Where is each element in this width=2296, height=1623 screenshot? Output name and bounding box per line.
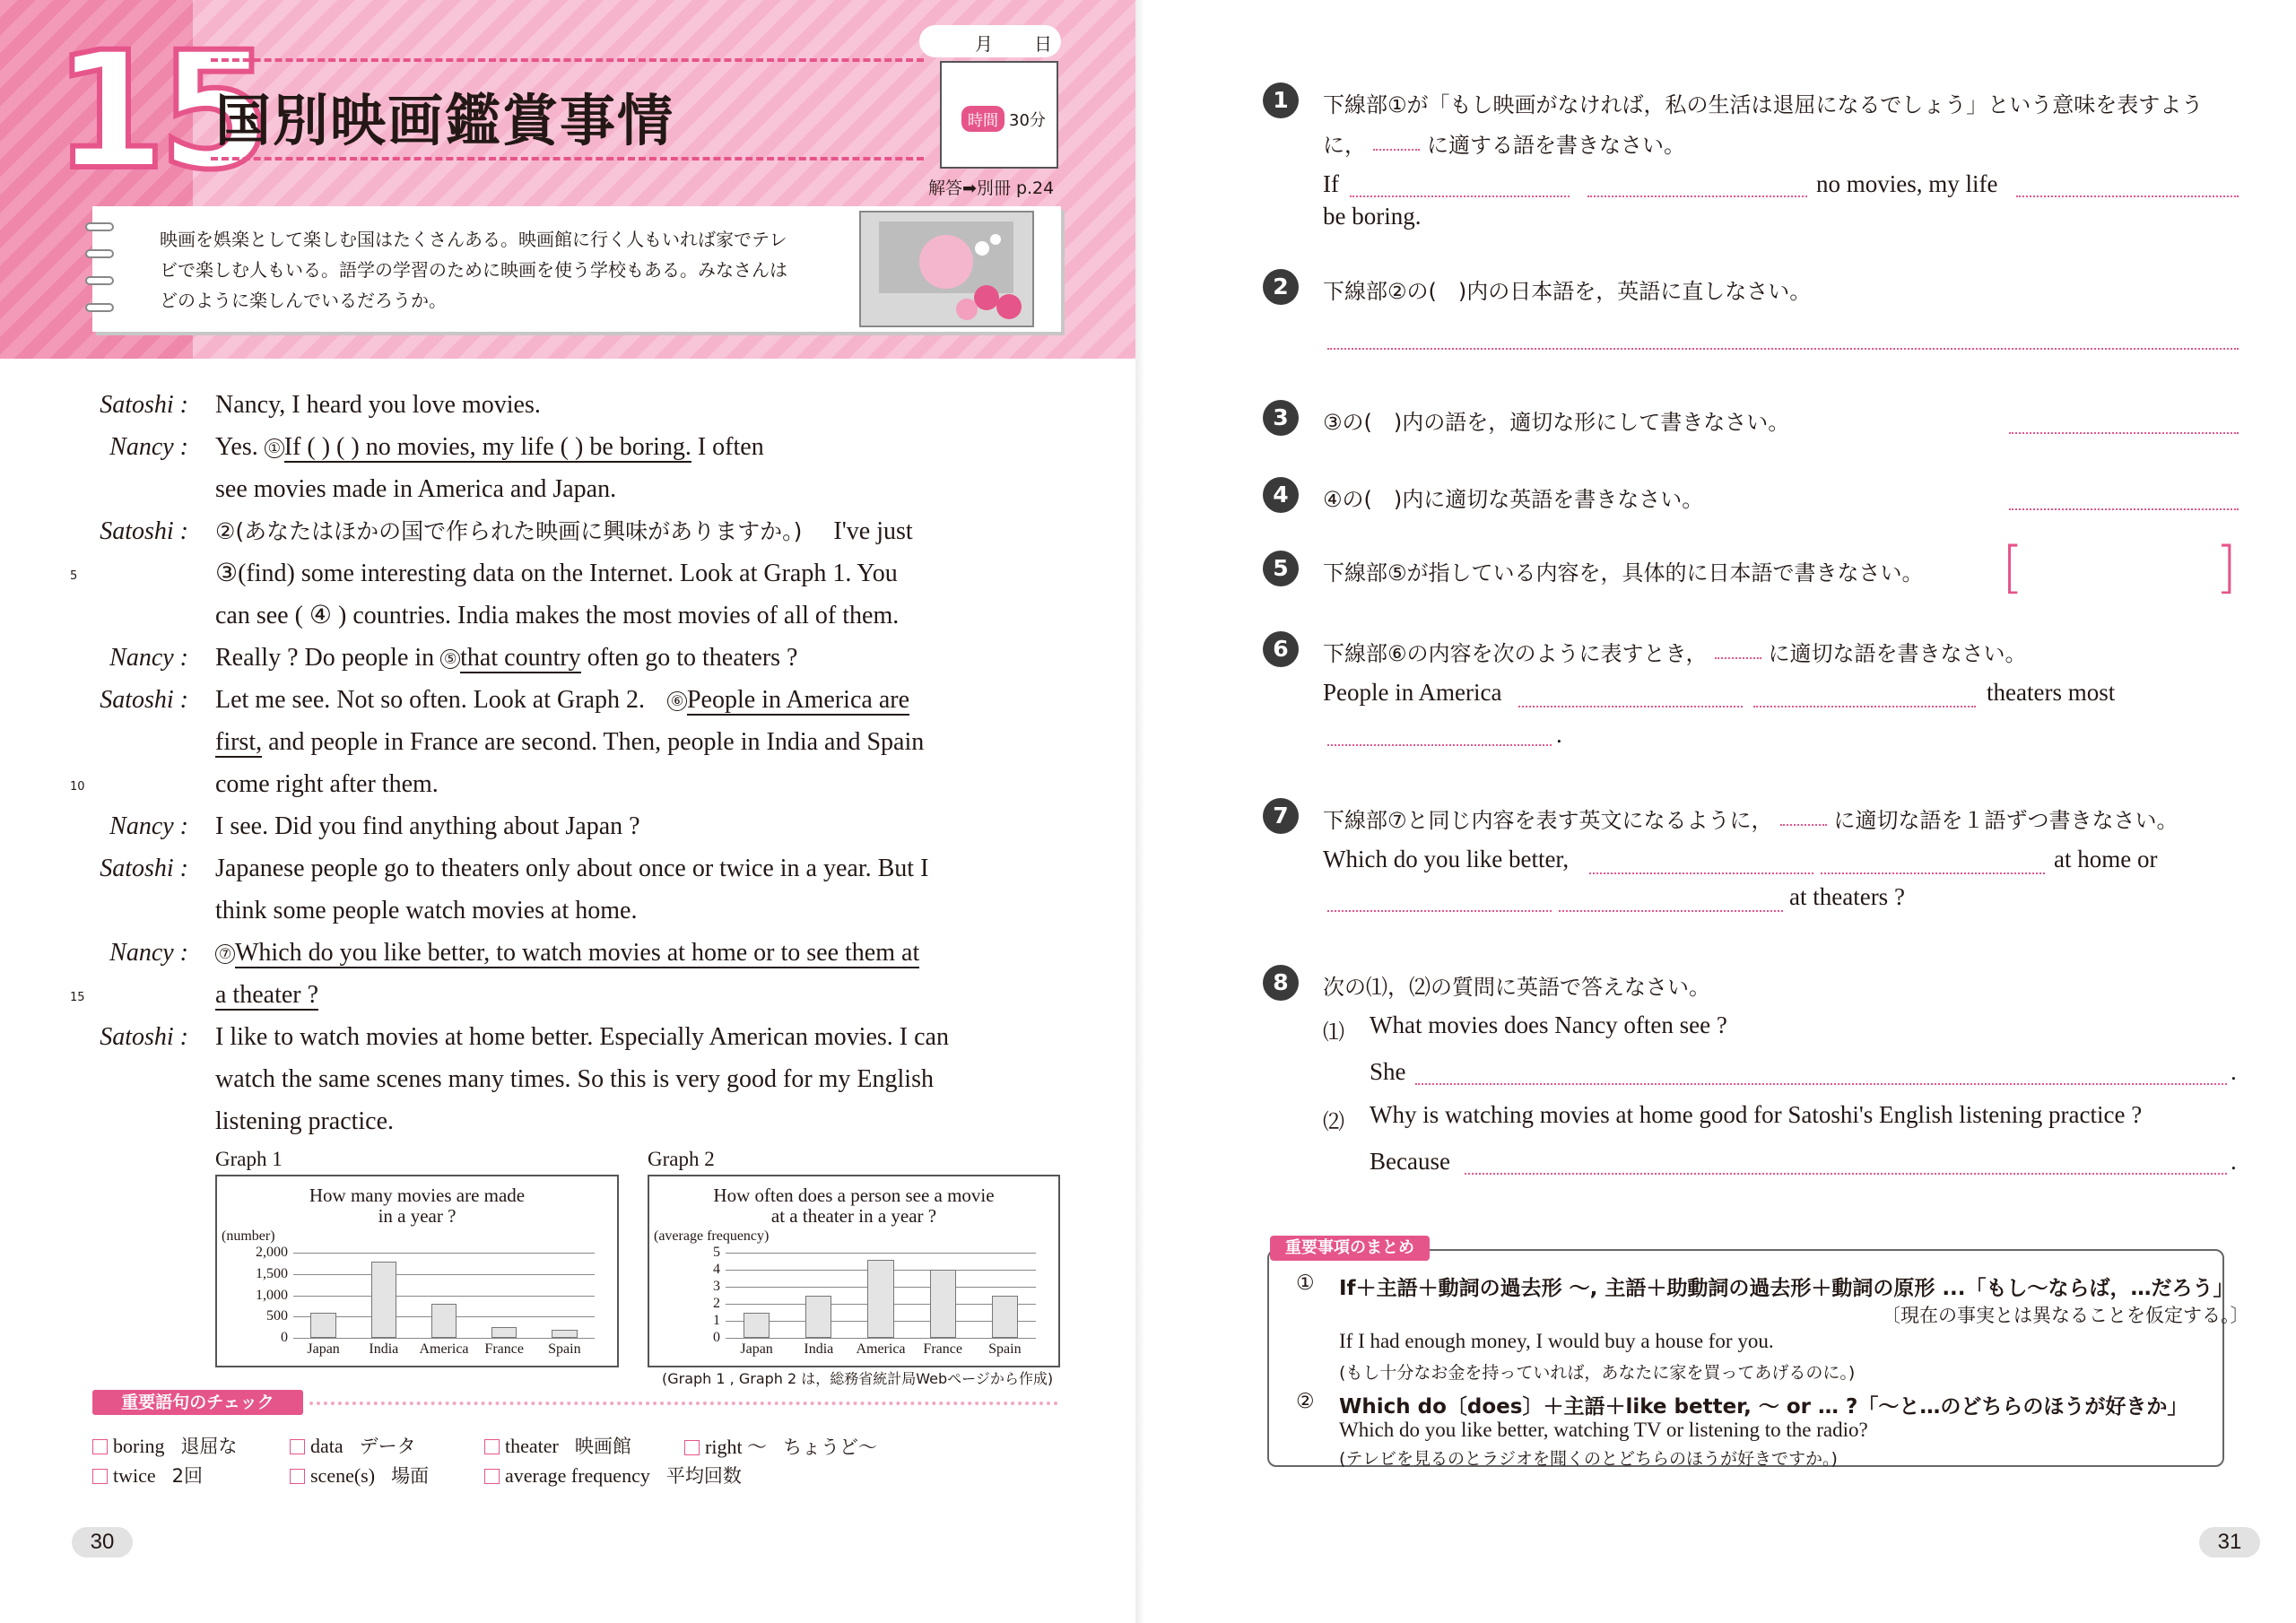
answer-blank[interactable] bbox=[2009, 432, 2239, 434]
graph2 bbox=[648, 1175, 1060, 1367]
summary-point-2-number: ② bbox=[1296, 1390, 1315, 1413]
graph1-gridline bbox=[293, 1296, 595, 1297]
speaker-nancy: Nancy : bbox=[109, 812, 188, 840]
graph1-bar-america bbox=[431, 1304, 457, 1338]
speaker-nancy: Nancy : bbox=[109, 433, 188, 461]
answer-period: . bbox=[2231, 1058, 2237, 1085]
marker-7: ⑦ bbox=[215, 944, 235, 964]
graph1-category-label: India bbox=[369, 1341, 399, 1357]
japanese-prompt-2: ②(あなたはほかの国で作られた映画に興味がありますか。) bbox=[215, 518, 803, 544]
dialogue-line: I see. Did you find anything about Japan ? bbox=[215, 812, 640, 840]
graph2-category-label: America bbox=[856, 1341, 906, 1357]
vocab-item: boring 退屈な bbox=[92, 1432, 237, 1459]
graph2-ytick-label: 2 bbox=[713, 1296, 720, 1311]
graph2-ytick-label: 0 bbox=[713, 1330, 720, 1345]
lesson-number: 15 bbox=[54, 18, 265, 205]
vocab-item: right ～ ちょうど～ bbox=[684, 1432, 877, 1460]
date-month: 月 bbox=[975, 33, 993, 55]
question-1-text-cont: に， に適する語を書きなさい。 bbox=[1323, 133, 1685, 158]
dialogue-text: I've just bbox=[833, 517, 913, 545]
vocab-item: twice 2回 bbox=[92, 1462, 203, 1488]
dialogue-line bbox=[215, 932, 919, 974]
answer-blank[interactable] bbox=[1559, 910, 1783, 912]
question-number-8: 8 bbox=[1263, 965, 1299, 1001]
graph1-title-line2: in a year ? bbox=[378, 1205, 457, 1227]
answer-text: no movies, my life bbox=[1816, 170, 1998, 197]
page-number-left: 30 bbox=[72, 1527, 133, 1558]
speaker-satoshi: Satoshi : bbox=[100, 1023, 188, 1051]
question-5-text: 下線部⑤が指している内容を，具体的に日本語で書きなさい。 bbox=[1323, 560, 1924, 586]
binder-ring bbox=[85, 222, 114, 231]
dialogue-line bbox=[215, 426, 764, 468]
movie-viewers-illustration bbox=[859, 211, 1034, 327]
graph2-category-label: India bbox=[804, 1341, 834, 1357]
vocab-item: theater 映画館 bbox=[484, 1432, 631, 1459]
question-number-4: 4 bbox=[1263, 477, 1299, 513]
graph2-bar-america bbox=[867, 1260, 893, 1338]
dialogue-line: Japanese people go to theaters only about once or twice in a year. But I bbox=[215, 855, 929, 882]
binder-ring bbox=[85, 303, 114, 312]
question-6-text: 下線部⑥の内容を次のように表すとき， に適切な語を書きなさい。 bbox=[1323, 641, 2027, 666]
vocab-item: scene(s) 場面 bbox=[290, 1462, 429, 1488]
summary-heading: 重要事項のまとめ bbox=[1270, 1236, 1430, 1261]
summary-point-1-translation: (もし十分なお金を持っていれば，あなたに家を買ってあげるのに。) bbox=[1339, 1363, 1856, 1383]
graph1-bar-france bbox=[491, 1327, 517, 1338]
answer-blank[interactable] bbox=[1587, 195, 1807, 197]
speaker-satoshi: Satoshi : bbox=[100, 517, 188, 545]
question-number-3: 3 bbox=[1263, 400, 1299, 436]
intro-card bbox=[92, 206, 1061, 332]
answer-blank[interactable] bbox=[1327, 744, 1552, 746]
bracket-open: [ bbox=[2002, 534, 2024, 600]
answer-blank[interactable] bbox=[1350, 195, 1570, 197]
dialogue-line: can see ( ④ ) countries. India makes the most movies of all of them. bbox=[215, 602, 900, 629]
dialogue-line bbox=[215, 721, 924, 763]
question-number-5: 5 bbox=[1263, 551, 1299, 586]
subquestion-2-text: Why is watching movies at home good for Satoshi's English listening practice ? bbox=[1370, 1101, 2143, 1128]
checkbox-icon[interactable] bbox=[92, 1469, 108, 1484]
graph2-gridline bbox=[726, 1338, 1036, 1339]
summary-point-2-translation: (テレビを見るのとラジオを聞くのとどちらのほうが好きですか。) bbox=[1339, 1449, 1838, 1469]
dialogue-line: I like to watch movies at home better. Especially American movies. I can bbox=[215, 1023, 949, 1051]
line-number: 15 bbox=[70, 991, 85, 1004]
graph2-ytick-label: 1 bbox=[713, 1313, 720, 1328]
speaker-satoshi: Satoshi : bbox=[100, 855, 188, 882]
graph2-bar-spain bbox=[992, 1296, 1018, 1339]
vocab-rule bbox=[309, 1402, 1058, 1405]
answer-prefix: Because bbox=[1370, 1148, 1450, 1175]
dialogue-line: see movies made in America and Japan. bbox=[215, 475, 617, 503]
graph1-category-label: Spain bbox=[548, 1341, 581, 1357]
graph1-ytick-label: 500 bbox=[266, 1308, 288, 1324]
graph1 bbox=[215, 1175, 619, 1367]
graph1-bar-india bbox=[371, 1262, 396, 1339]
answer-blank[interactable] bbox=[1465, 1173, 2227, 1175]
speaker-nancy: Nancy : bbox=[109, 939, 188, 967]
checkbox-icon[interactable] bbox=[684, 1440, 700, 1455]
vocab-heading: 重要語句のチェック bbox=[92, 1390, 303, 1415]
graph1-bar-spain bbox=[552, 1330, 577, 1339]
summary-point-1-rule: If＋主語＋動詞の過去形 ～, 主語＋助動詞の過去形＋動詞の原形 ...「もし～ならば，…だろう」 bbox=[1339, 1277, 2234, 1300]
question-4-text: ④の( )内に適切な英語を書きなさい。 bbox=[1323, 487, 1704, 512]
dialogue-text: Let me see. Not so often. Look at Graph 2. bbox=[215, 686, 645, 714]
speaker-nancy: Nancy : bbox=[109, 644, 188, 672]
checkbox-icon[interactable] bbox=[484, 1469, 500, 1484]
answer-text: theaters most bbox=[1987, 679, 2116, 706]
binder-ring bbox=[85, 249, 114, 258]
graph2-ytick-label: 5 bbox=[713, 1245, 720, 1260]
graph2-category-label: Spain bbox=[988, 1341, 1022, 1357]
bracket-close: ] bbox=[2215, 534, 2238, 600]
answer-blank[interactable] bbox=[1327, 910, 1552, 912]
answer-text: at home or bbox=[2054, 846, 2158, 872]
dialogue-line: listening practice. bbox=[215, 1107, 395, 1135]
graph1-ytick-label: 0 bbox=[281, 1330, 288, 1345]
intro-line: ビで楽しむ人もいる。語学の学習のために映画を使う学校もある。みなさんは bbox=[160, 259, 787, 281]
graph2-bar-japan bbox=[744, 1313, 770, 1339]
dialogue-line: Nancy, I heard you love movies. bbox=[215, 391, 541, 419]
answer-period: . bbox=[1556, 721, 1562, 748]
graph2-ytick-label: 4 bbox=[713, 1262, 720, 1277]
lesson-title: 国別映画鑑賞事情 bbox=[215, 88, 675, 153]
time-box bbox=[940, 61, 1058, 169]
dialogue-text: I often bbox=[697, 433, 764, 461]
underline-7: Which do you like better, to watch movies at home or to see them at bbox=[235, 939, 920, 967]
subquestion-2-number: ⑵ bbox=[1323, 1109, 1344, 1134]
question-number-2: 2 bbox=[1263, 269, 1299, 305]
graph1-bar-japan bbox=[310, 1313, 335, 1339]
underline-5: that country bbox=[460, 644, 581, 672]
summary-point-1-example: If I had enough money, I would buy a house for you. bbox=[1339, 1330, 1774, 1352]
checkbox-icon[interactable] bbox=[290, 1469, 305, 1484]
graph1-ylabel: (number) bbox=[222, 1228, 275, 1244]
page-gutter bbox=[1135, 0, 1144, 1623]
question-3-text: ③の( )内の語を，適切な形にして書きなさい。 bbox=[1323, 410, 1790, 435]
time-value: 30分 bbox=[1009, 111, 1046, 130]
answer-blank[interactable] bbox=[1415, 1083, 2227, 1085]
question-8-text: 次の⑴，⑵の質問に英語で答えなさい。 bbox=[1323, 975, 1710, 1000]
graph-source-note: (Graph 1 , Graph 2 は，総務省統計局Webページから作成) bbox=[662, 1370, 1054, 1387]
marker-1: ① bbox=[265, 438, 284, 458]
graph2-bar-france bbox=[930, 1270, 956, 1338]
dialogue-text: often go to theaters ? bbox=[587, 644, 798, 672]
graph1-gridline bbox=[293, 1253, 595, 1254]
graph1-ytick-label: 1,500 bbox=[256, 1265, 288, 1281]
underline-6: People in America are bbox=[686, 686, 909, 714]
dialogue-line bbox=[215, 637, 798, 679]
answer-blank[interactable] bbox=[2009, 508, 2239, 510]
speaker-satoshi: Satoshi : bbox=[100, 391, 188, 419]
underline-1: If ( ) ( ) no movies, my life ( ) be boring. bbox=[283, 433, 691, 461]
dialogue-line bbox=[215, 679, 909, 721]
intro-line: どのように楽しんでいるだろうか。 bbox=[160, 290, 447, 311]
subquestion-1-number: ⑴ bbox=[1323, 1020, 1344, 1045]
dialogue-text: and people in France are second. Then, people in India and Spain bbox=[268, 728, 925, 756]
time-label: 時間 bbox=[961, 106, 1004, 132]
dialogue-line: ③(find) some interesting data on the Internet. Look at Graph 1. You bbox=[215, 560, 898, 587]
graph1-category-label: America bbox=[419, 1341, 469, 1357]
summary-point-1-note: 〔現在の事実とは異なることを仮定する。〕 bbox=[1882, 1305, 2249, 1326]
graph2-category-label: Japan bbox=[740, 1341, 773, 1357]
graph2-title-line1: How often does a person see a movie bbox=[713, 1185, 995, 1206]
dialogue-line: come right after them. bbox=[215, 770, 439, 798]
answer-blank[interactable] bbox=[2016, 195, 2239, 197]
summary-point-2-rule: Which do〔does〕＋主語＋like better, ～ or … ?「～と…のどちらのほうが好きか」 bbox=[1339, 1395, 2188, 1419]
answer-blank[interactable] bbox=[1518, 706, 1743, 707]
dialogue-text: Really ? Do people in bbox=[215, 644, 435, 672]
answer-prefix: If bbox=[1323, 170, 1339, 197]
graph1-gridline bbox=[293, 1338, 595, 1339]
checkbox-icon[interactable] bbox=[92, 1439, 108, 1454]
marker-5: ⑤ bbox=[440, 649, 460, 669]
intro-text bbox=[160, 224, 949, 316]
vocab-item: data データ bbox=[290, 1432, 416, 1459]
answer-text: Which do you like better, bbox=[1323, 846, 1570, 872]
graph1-caption: Graph 1 bbox=[215, 1148, 283, 1170]
answer-prefix: She bbox=[1370, 1058, 1406, 1085]
underline-7-cont: a theater ? bbox=[215, 981, 319, 1009]
dialogue-line: think some people watch movies at home. bbox=[215, 897, 638, 924]
page-number-right: 31 bbox=[2199, 1527, 2260, 1558]
question-2-text: 下線部②の( )内の日本語を，英語に直しなさい。 bbox=[1323, 279, 1812, 304]
graph1-gridline bbox=[293, 1274, 595, 1275]
marker-6: ⑥ bbox=[667, 691, 687, 711]
question-number-7: 7 bbox=[1263, 798, 1299, 834]
checkbox-icon[interactable] bbox=[484, 1439, 500, 1454]
line-number: 10 bbox=[70, 780, 85, 794]
question-number-1: 1 bbox=[1263, 82, 1299, 118]
answer-reference: 解答➡別冊 p.24 bbox=[928, 178, 1055, 198]
answer-text: be boring. bbox=[1323, 203, 1422, 230]
dialogue-line bbox=[215, 510, 913, 552]
graph2-caption: Graph 2 bbox=[648, 1148, 715, 1170]
line-number: 5 bbox=[70, 569, 78, 583]
graph2-bar-india bbox=[805, 1296, 831, 1339]
dialogue-line bbox=[215, 974, 318, 1016]
graph2-title-line2: at a theater in a year ? bbox=[770, 1205, 937, 1227]
graph2-gridline bbox=[726, 1253, 1036, 1254]
question-1-text: 下線部①が「もし映画がなければ，私の生活は退屈になるでしょう」という意味を表すよう bbox=[1323, 92, 2204, 117]
dialogue-line: watch the same scenes many times. So this is very good for my English bbox=[215, 1065, 934, 1093]
answer-text: People in America bbox=[1323, 679, 1502, 706]
checkbox-icon[interactable] bbox=[290, 1439, 305, 1454]
speaker-satoshi: Satoshi : bbox=[100, 686, 188, 714]
answer-text: at theaters ? bbox=[1789, 883, 1905, 910]
answer-blank[interactable] bbox=[1821, 872, 2045, 874]
graph2-ytick-label: 3 bbox=[713, 1279, 720, 1294]
graph2-category-label: France bbox=[923, 1341, 962, 1357]
answer-period: . bbox=[2231, 1148, 2237, 1175]
underline-6-cont: first, bbox=[215, 728, 263, 756]
graph1-title-line1: How many movies are made bbox=[309, 1185, 526, 1206]
answer-blank[interactable] bbox=[1753, 706, 1976, 707]
summary-point-1-number: ① bbox=[1296, 1271, 1315, 1295]
date-box bbox=[919, 25, 1061, 57]
summary-point-2-example: Which do you like better, watching TV or listening to the radio? bbox=[1339, 1419, 1868, 1441]
question-number-6: 6 bbox=[1263, 631, 1299, 667]
vocab-item: average frequency 平均回数 bbox=[484, 1462, 742, 1488]
question-7-text: 下線部⑦と同じ内容を表す英文になるように， に適切な語を１語ずつ書きなさい。 bbox=[1323, 808, 2179, 833]
title-rule-top bbox=[211, 58, 924, 62]
graph1-category-label: Japan bbox=[307, 1341, 340, 1357]
graph1-category-label: France bbox=[484, 1341, 524, 1357]
answer-blank[interactable] bbox=[1589, 872, 1813, 874]
binder-ring bbox=[85, 276, 114, 285]
subquestion-1-text: What movies does Nancy often see ? bbox=[1370, 1011, 1727, 1038]
title-rule-bottom bbox=[211, 157, 924, 161]
dialogue-text: Yes. bbox=[215, 433, 258, 461]
graph1-ytick-label: 2,000 bbox=[256, 1245, 288, 1260]
intro-line: 映画を娯楽として楽しむ国はたくさんある。映画館に行く人もいれば家でテレ bbox=[160, 229, 787, 250]
answer-blank[interactable] bbox=[1327, 348, 2239, 350]
graph1-ytick-label: 1,000 bbox=[256, 1287, 288, 1303]
graph2-ylabel: (average frequency) bbox=[654, 1228, 770, 1244]
date-day: 日 bbox=[1034, 33, 1052, 55]
